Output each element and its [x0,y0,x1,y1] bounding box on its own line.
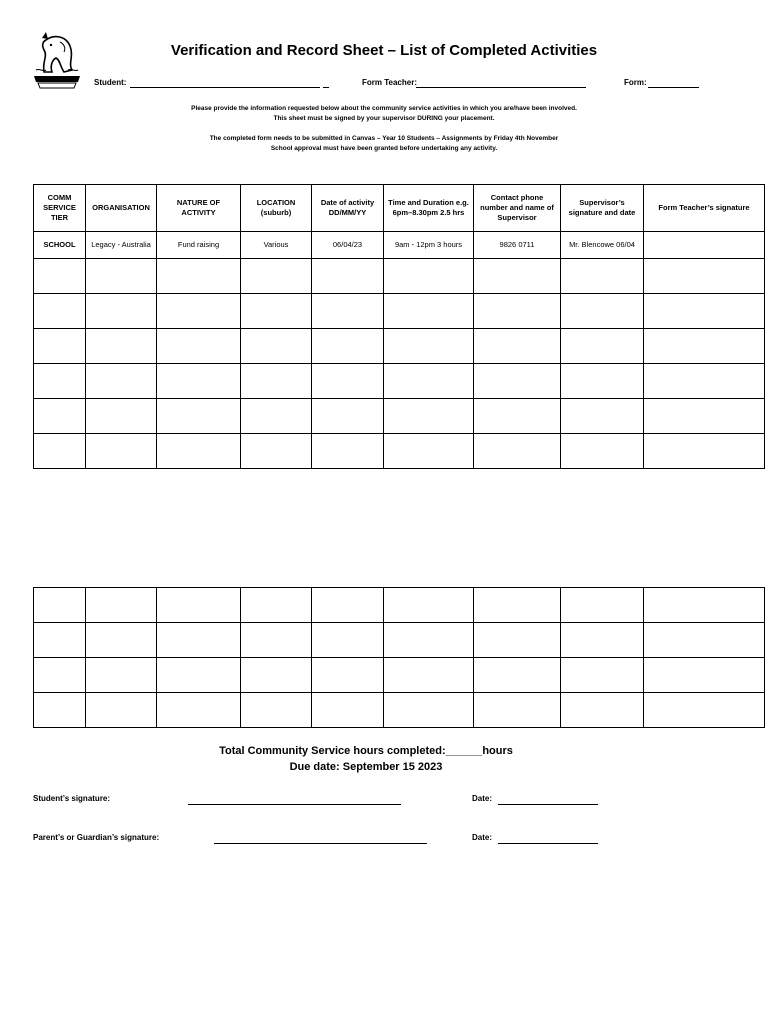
parent-signature-field[interactable] [214,834,427,844]
table-cell[interactable] [312,329,384,364]
student-label: Student: [94,78,127,87]
column-header-time: Time and Duration e.g. 6pm–8.30pm 2.5 hrs [384,185,474,232]
due-date-line: Due date: September 15 2023 [289,761,443,773]
student-date-label: Date: [472,794,493,803]
form-label: Form: [624,78,647,87]
table-cell[interactable] [644,329,765,364]
column-header-date: Date of activity DD/MM/YY [312,185,384,232]
table-cell[interactable] [34,329,86,364]
table-cell[interactable] [157,329,241,364]
example-contact: 9826 0711 [474,232,561,259]
example-nature: Fund raising [157,232,241,259]
table-cell[interactable] [384,658,474,693]
table-cell[interactable] [561,434,644,469]
table-row [34,588,765,623]
table-cell[interactable] [34,294,86,329]
table-row [34,329,765,364]
table-cell[interactable] [86,623,157,658]
table-cell[interactable] [312,693,384,728]
school-crest-logo [30,30,84,92]
table-cell[interactable] [157,399,241,434]
table-cell[interactable] [157,259,241,294]
table-cell[interactable] [241,658,312,693]
table-cell[interactable] [86,658,157,693]
table-cell[interactable] [644,434,765,469]
table-cell[interactable] [312,658,384,693]
table-cell[interactable] [312,294,384,329]
table-cell[interactable] [241,693,312,728]
table-cell[interactable] [34,364,86,399]
column-header-teacher-signature: Form Teacher’s signature [644,185,765,232]
table-cell[interactable] [644,588,765,623]
table-cell[interactable] [384,434,474,469]
form-teacher-field[interactable] [416,78,586,88]
table-cell[interactable] [474,434,561,469]
table-cell[interactable] [561,259,644,294]
table-cell[interactable] [157,364,241,399]
table-cell[interactable] [157,693,241,728]
student-name-field[interactable] [130,78,320,88]
column-header-organisation: ORGANISATION [86,185,157,232]
table-cell[interactable] [241,294,312,329]
table-cell[interactable] [34,658,86,693]
table-cell[interactable] [474,364,561,399]
table-cell[interactable] [34,434,86,469]
example-teacher-signature [644,232,765,259]
table-cell[interactable] [474,329,561,364]
table-cell[interactable] [312,364,384,399]
student-signature-label: Student’s signature: [33,794,111,803]
table-cell[interactable] [241,399,312,434]
column-header-contact: Contact phone number and name of Supervisor [474,185,561,232]
table-row [34,623,765,658]
table-cell[interactable] [384,364,474,399]
table-cell[interactable] [312,259,384,294]
table-cell[interactable] [86,693,157,728]
example-date: 06/04/23 [312,232,384,259]
table-cell[interactable] [474,658,561,693]
page-title: Verification and Record Sheet – List of Completed Activities [170,42,598,59]
table-cell[interactable] [644,623,765,658]
example-location: Various [241,232,312,259]
table-cell[interactable] [561,329,644,364]
table-cell[interactable] [561,693,644,728]
table-cell[interactable] [561,399,644,434]
table-cell[interactable] [644,693,765,728]
example-tier: SCHOOL [34,232,86,259]
table-cell[interactable] [384,623,474,658]
table-cell[interactable] [34,693,86,728]
table-cell[interactable] [157,623,241,658]
parent-date-label: Date: [472,833,493,842]
table-cell[interactable] [157,294,241,329]
example-organisation: Legacy - Australia [86,232,157,259]
table-cell[interactable] [644,658,765,693]
instruction-line-2: This sheet must be signed by your supervisor DURING your placement. [273,115,495,122]
form-field[interactable] [648,78,699,88]
table-row [34,399,765,434]
parent-date-field[interactable] [498,834,598,844]
form-teacher-label: Form Teacher: [362,78,417,87]
table-header-row [34,185,765,232]
table-cell[interactable] [474,693,561,728]
table-row [34,693,765,728]
table-cell[interactable] [312,434,384,469]
table-cell[interactable] [384,294,474,329]
activities-table [33,184,765,469]
table-cell[interactable] [384,693,474,728]
example-time: 9am - 12pm 3 hours [384,232,474,259]
table-cell[interactable] [384,259,474,294]
column-header-location: LOCATION (suburb) [241,185,312,232]
table-row [34,364,765,399]
table-cell[interactable] [384,588,474,623]
table-cell[interactable] [474,259,561,294]
student-signature-field[interactable] [188,795,401,805]
total-hours-line: Total Community Service hours completed:______hours [219,745,513,757]
table-row [34,434,765,469]
table-cell[interactable] [34,259,86,294]
table-cell[interactable] [241,329,312,364]
table-cell[interactable] [384,399,474,434]
column-header-supervisor-signature: Supervisor’s signature and date [561,185,644,232]
table-cell[interactable] [157,434,241,469]
student-date-field[interactable] [498,795,598,805]
upper-blank-rows [34,259,765,469]
table-cell[interactable] [157,588,241,623]
table-row [34,658,765,693]
table-cell[interactable] [241,434,312,469]
table-cell[interactable] [86,259,157,294]
table-cell[interactable] [86,588,157,623]
instruction-line-3: The completed form needs to be submitted in Canvas – Year 10 Students – Assignments by Friday 4th November [209,135,559,142]
table-cell[interactable] [474,623,561,658]
table-cell[interactable] [474,294,561,329]
table-cell[interactable] [241,588,312,623]
activities-table-continued [33,587,765,728]
table-cell[interactable] [561,294,644,329]
table-row [34,294,765,329]
column-header-tier: COMM SERVICE TIER [34,185,86,232]
table-cell[interactable] [157,658,241,693]
table-cell[interactable] [644,259,765,294]
instruction-line-4: School approval must have been granted before undertaking any activity. [270,145,498,152]
table-cell[interactable] [34,623,86,658]
table-cell[interactable] [474,588,561,623]
table-row [34,259,765,294]
example-supervisor: Mr. Blencowe 06/04 [561,232,644,259]
table-cell[interactable] [86,434,157,469]
table-cell[interactable] [241,259,312,294]
table-cell[interactable] [561,364,644,399]
example-row [34,232,765,259]
table-cell[interactable] [384,329,474,364]
table-cell[interactable] [644,294,765,329]
table-cell[interactable] [474,399,561,434]
instruction-line-1: Please provide the information requested below about the community service activities in which you are/have been involved. [191,105,577,112]
table-cell[interactable] [644,364,765,399]
lower-blank-rows [34,588,765,728]
column-header-nature: NATURE OF ACTIVITY [157,185,241,232]
table-cell[interactable] [86,364,157,399]
table-cell[interactable] [34,588,86,623]
student-name-field-tail [323,78,329,88]
table-cell[interactable] [241,364,312,399]
table-cell[interactable] [86,294,157,329]
table-cell[interactable] [86,329,157,364]
table-cell[interactable] [241,623,312,658]
table-cell[interactable] [34,399,86,434]
table-cell[interactable] [312,588,384,623]
table-cell[interactable] [561,623,644,658]
totals-block [0,743,732,775]
table-cell[interactable] [312,399,384,434]
table-cell[interactable] [86,399,157,434]
parent-signature-label: Parent’s or Guardian’s signature: [33,833,160,842]
table-cell[interactable] [561,588,644,623]
table-cell[interactable] [312,623,384,658]
table-cell[interactable] [644,399,765,434]
table-cell[interactable] [561,658,644,693]
